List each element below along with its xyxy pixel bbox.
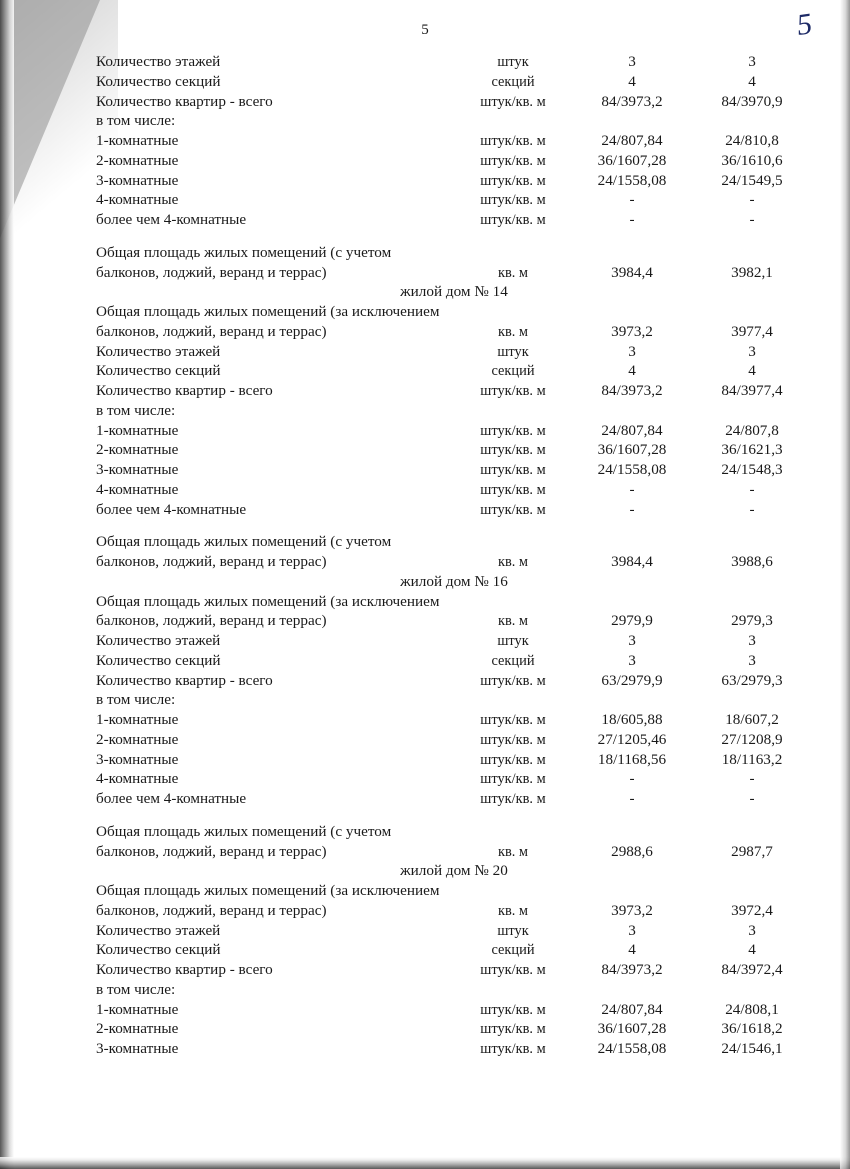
row-value-2 bbox=[692, 980, 812, 1000]
row-unit: штук/кв. м bbox=[480, 501, 546, 518]
row-unit: штук/кв. м bbox=[480, 962, 546, 979]
row-unit bbox=[454, 980, 572, 1000]
row-label: 4-комнатные bbox=[96, 480, 179, 498]
row-label: более чем 4-комнатные bbox=[96, 211, 247, 228]
row-value-2: 3 bbox=[748, 651, 756, 669]
row-value-2: 3 bbox=[748, 53, 756, 70]
row-value-2: 27/1208,9 bbox=[721, 730, 783, 748]
row-value-1: 3 bbox=[628, 651, 636, 669]
row-value-2: - bbox=[749, 770, 755, 788]
table-row bbox=[96, 401, 812, 421]
table-row bbox=[96, 730, 812, 750]
row-value-2: 36/1618,2 bbox=[721, 1020, 783, 1038]
table-row bbox=[96, 72, 812, 92]
table-row bbox=[96, 210, 812, 230]
row-label: Количество этажей bbox=[96, 921, 221, 939]
row-value-2: 3 bbox=[748, 921, 756, 939]
table-row bbox=[96, 171, 812, 191]
row-label: Общая площадь жилых помещений (с учетом балконов, лоджий, веранд и террас) bbox=[96, 243, 392, 281]
row-label: Общая площадь жилых помещений (за исключением балконов, лоджий, веранд и террас) bbox=[96, 592, 440, 630]
row-value-1: 18/605,88 bbox=[601, 711, 663, 728]
row-value-1: 24/807,84 bbox=[601, 132, 663, 149]
row-unit bbox=[454, 690, 572, 710]
row-unit: штук/кв. м bbox=[480, 93, 546, 110]
row-value-2: 36/1610,6 bbox=[721, 151, 783, 169]
row-label: 4-комнатные bbox=[96, 191, 179, 209]
row-value-1: 2979,9 bbox=[611, 612, 653, 630]
spacer-row bbox=[96, 809, 812, 822]
row-unit: штук bbox=[497, 633, 529, 650]
scan-edge-left bbox=[0, 0, 14, 1169]
row-label: Количество секций bbox=[96, 72, 221, 90]
row-value-2: 84/3972,4 bbox=[721, 961, 783, 978]
row-label: Общая площадь жилых помещений (с учетом балконов, лоджий, веранд и террас) bbox=[96, 822, 392, 860]
house-heading: жилой дом № 16 bbox=[400, 572, 508, 590]
row-unit: секций bbox=[491, 942, 535, 959]
row-value-2: 24/810,8 bbox=[725, 132, 779, 149]
row-value-1: 3973,2 bbox=[611, 901, 653, 919]
row-value-2: 3977,4 bbox=[731, 322, 773, 340]
row-unit: штук/кв. м bbox=[480, 1001, 546, 1018]
row-label: более чем 4-комнатные bbox=[96, 790, 247, 807]
row-unit: кв. м bbox=[497, 902, 529, 919]
row-label: 3-комнатные bbox=[96, 461, 179, 478]
row-label: Общая площадь жилых помещений (за исключением балконов, лоджий, веранд и террас) bbox=[96, 303, 440, 340]
row-value-1: - bbox=[629, 500, 635, 518]
row-value-1: 36/1607,28 bbox=[597, 151, 667, 169]
table-row bbox=[96, 1000, 812, 1020]
row-value-1: 36/1607,28 bbox=[597, 441, 667, 459]
handwritten-page-mark: 5 bbox=[794, 7, 815, 42]
house-heading: жилой дом № 20 bbox=[400, 862, 508, 880]
row-label: Количество квартир - всего bbox=[96, 92, 273, 110]
row-value-2: 24/807,8 bbox=[725, 421, 779, 439]
table-row bbox=[96, 1039, 812, 1059]
row-unit: штук/кв. м bbox=[480, 422, 546, 439]
row-label: Количество этажей bbox=[96, 53, 221, 70]
table-row bbox=[96, 151, 812, 171]
row-value-1: 24/807,84 bbox=[601, 421, 663, 439]
row-value-1: 2988,6 bbox=[611, 842, 653, 860]
row-label: 3-комнатные bbox=[96, 1040, 179, 1057]
table-row bbox=[96, 190, 812, 210]
table-row bbox=[96, 440, 812, 460]
row-value-1: 4 bbox=[628, 72, 636, 90]
row-value-2: 18/1163,2 bbox=[721, 750, 783, 768]
row-label: в том числе: bbox=[96, 691, 176, 709]
row-value-2: 3982,1 bbox=[731, 263, 773, 281]
table-row bbox=[96, 980, 812, 1000]
row-value-1: 4 bbox=[628, 362, 636, 380]
row-value-2: 84/3977,4 bbox=[721, 382, 783, 399]
row-value-2: 63/2979,3 bbox=[721, 671, 783, 689]
row-label: Количество секций bbox=[96, 651, 221, 669]
page-number: 5 bbox=[421, 22, 429, 38]
row-value-2: 4 bbox=[748, 72, 756, 90]
row-unit: секций bbox=[491, 73, 535, 90]
row-unit: штук/кв. м bbox=[480, 192, 546, 209]
row-unit: штук/кв. м bbox=[480, 771, 546, 788]
row-label: Общая площадь жилых помещений (с учетом балконов, лоджий, веранд и террас) bbox=[96, 533, 392, 570]
table-row bbox=[96, 532, 812, 572]
table-row bbox=[96, 111, 812, 131]
spacer-cell bbox=[96, 230, 812, 243]
table-row bbox=[96, 1019, 812, 1039]
row-value-1: 24/1558,08 bbox=[597, 171, 667, 189]
row-value-1: 4 bbox=[628, 941, 636, 959]
spacer-row bbox=[96, 230, 812, 243]
row-label: 1-комнатные bbox=[96, 711, 179, 728]
row-value-2: 4 bbox=[748, 362, 756, 380]
row-unit: штук/кв. м bbox=[480, 383, 546, 400]
table-row bbox=[96, 52, 812, 72]
spacer-cell bbox=[96, 809, 812, 822]
row-label: 2-комнатные bbox=[96, 1020, 179, 1038]
table-row bbox=[96, 92, 812, 112]
row-value-2: - bbox=[749, 790, 755, 807]
house-heading-row bbox=[96, 282, 812, 302]
row-unit: кв. м bbox=[497, 843, 529, 860]
row-value-1: 84/3973,2 bbox=[601, 961, 663, 978]
row-value-1: 36/1607,28 bbox=[597, 1020, 667, 1038]
row-value-1: 27/1205,46 bbox=[597, 730, 667, 748]
row-value-2: 3 bbox=[748, 342, 756, 360]
scan-edge-right bbox=[840, 0, 850, 1169]
row-unit bbox=[454, 111, 572, 131]
row-value-1: - bbox=[629, 191, 635, 209]
row-label: в том числе: bbox=[96, 980, 176, 998]
row-label: в том числе: bbox=[96, 112, 176, 130]
row-value-1: 84/3973,2 bbox=[601, 382, 663, 399]
row-label: Количество квартир - всего bbox=[96, 382, 273, 399]
row-value-1: 84/3973,2 bbox=[601, 92, 663, 110]
row-unit: кв. м bbox=[497, 323, 529, 340]
row-label: 1-комнатные bbox=[96, 132, 179, 149]
row-value-2: 84/3970,9 bbox=[721, 92, 783, 110]
row-unit: штук/кв. м bbox=[480, 791, 546, 808]
table-row bbox=[96, 592, 812, 632]
row-unit bbox=[454, 401, 572, 421]
row-unit: кв. м bbox=[497, 554, 529, 571]
row-unit: штук/кв. м bbox=[480, 731, 546, 748]
row-unit: штук bbox=[497, 922, 529, 939]
row-label: 3-комнатные bbox=[96, 750, 179, 768]
row-value-2: - bbox=[749, 480, 755, 498]
spacer-row bbox=[96, 519, 812, 532]
row-value-2: 24/1549,5 bbox=[721, 171, 783, 189]
row-value-2: - bbox=[749, 211, 755, 228]
row-value-1: 3973,2 bbox=[611, 322, 653, 340]
row-label: 3-комнатные bbox=[96, 171, 179, 189]
table-row bbox=[96, 651, 812, 671]
row-unit: штук/кв. м bbox=[480, 1041, 546, 1058]
row-value-2: 2987,7 bbox=[731, 842, 773, 860]
row-unit: штук/кв. м bbox=[480, 672, 546, 689]
row-value-2: 24/1546,1 bbox=[721, 1040, 783, 1057]
row-unit: секций bbox=[491, 363, 535, 380]
row-value-2: 3 bbox=[748, 632, 756, 649]
table-row bbox=[96, 500, 812, 520]
row-value-1: 3984,4 bbox=[611, 553, 653, 570]
table-row bbox=[96, 921, 812, 941]
row-value-2 bbox=[692, 690, 812, 710]
row-label: Общая площадь жилых помещений (за исключением балконов, лоджий, веранд и террас) bbox=[96, 882, 440, 919]
row-label: 2-комнатные bbox=[96, 441, 179, 459]
table-row bbox=[96, 769, 812, 789]
specifications-table bbox=[96, 52, 812, 1059]
table-row bbox=[96, 960, 812, 980]
row-label: Количество секций bbox=[96, 362, 221, 380]
row-unit: штук/кв. м bbox=[480, 751, 546, 768]
house-heading-row bbox=[96, 861, 812, 881]
table-row bbox=[96, 302, 812, 342]
row-unit: штук/кв. м bbox=[480, 212, 546, 229]
table-row bbox=[96, 381, 812, 401]
table-row bbox=[96, 789, 812, 809]
row-value-2 bbox=[692, 401, 812, 421]
row-unit: штук/кв. м bbox=[480, 462, 546, 479]
document-body bbox=[96, 52, 812, 1059]
row-value-2: 3972,4 bbox=[731, 901, 773, 919]
row-value-2: 24/1548,3 bbox=[721, 461, 783, 478]
row-label: Количество этажей bbox=[96, 342, 221, 360]
house-heading: жилой дом № 14 bbox=[400, 283, 508, 301]
row-value-2: 24/808,1 bbox=[725, 1000, 779, 1018]
house-heading-row bbox=[96, 572, 812, 592]
table-row bbox=[96, 342, 812, 362]
row-value-1: 3 bbox=[628, 921, 636, 939]
row-value-1: - bbox=[629, 770, 635, 788]
table-row bbox=[96, 421, 812, 441]
row-label: Количество этажей bbox=[96, 632, 221, 649]
table-row bbox=[96, 131, 812, 151]
row-value-2: 3988,6 bbox=[731, 553, 773, 570]
table-row bbox=[96, 710, 812, 730]
row-label: 1-комнатные bbox=[96, 1000, 179, 1018]
row-value-1: 24/807,84 bbox=[601, 1000, 663, 1018]
row-value-1 bbox=[572, 401, 692, 421]
row-label: 1-комнатные bbox=[96, 421, 179, 439]
row-value-1: 3 bbox=[628, 632, 636, 649]
row-unit: штук bbox=[497, 54, 529, 71]
spacer-cell bbox=[96, 519, 812, 532]
row-value-1: - bbox=[629, 480, 635, 498]
row-value-2: 36/1621,3 bbox=[721, 441, 783, 459]
table-row bbox=[96, 460, 812, 480]
table-row bbox=[96, 881, 812, 921]
table-row bbox=[96, 690, 812, 710]
scan-edge-bottom bbox=[0, 1157, 850, 1169]
row-value-2: - bbox=[749, 191, 755, 209]
table-row bbox=[96, 822, 812, 862]
row-unit: штук/кв. м bbox=[480, 1021, 546, 1038]
row-value-2: 2979,3 bbox=[731, 612, 773, 630]
row-unit: штук/кв. м bbox=[480, 712, 546, 729]
row-unit: кв. м bbox=[497, 264, 529, 281]
row-value-1: 3984,4 bbox=[611, 263, 653, 281]
table-row bbox=[96, 480, 812, 500]
table-row bbox=[96, 243, 812, 283]
table-row bbox=[96, 361, 812, 381]
row-value-1: 3 bbox=[628, 53, 636, 70]
row-value-1: - bbox=[629, 790, 635, 807]
table-row bbox=[96, 940, 812, 960]
row-unit: штук/кв. м bbox=[480, 172, 546, 189]
row-label: 2-комнатные bbox=[96, 730, 179, 748]
row-label: 2-комнатные bbox=[96, 151, 179, 169]
table-row bbox=[96, 671, 812, 691]
row-label: Количество квартир - всего bbox=[96, 961, 273, 978]
row-value-1: 3 bbox=[628, 342, 636, 360]
row-value-1: 63/2979,9 bbox=[601, 671, 663, 689]
row-unit: кв. м bbox=[497, 613, 529, 630]
row-unit: штук/кв. м bbox=[480, 152, 546, 169]
row-value-1: 24/1558,08 bbox=[597, 461, 667, 478]
row-label: Количество квартир - всего bbox=[96, 671, 273, 689]
row-value-1: - bbox=[629, 211, 635, 228]
row-value-2: 18/607,2 bbox=[725, 711, 779, 728]
row-value-1 bbox=[572, 111, 692, 131]
row-value-2: - bbox=[749, 500, 755, 518]
row-value-1 bbox=[572, 690, 692, 710]
row-label: в том числе: bbox=[96, 401, 176, 419]
row-unit: штук/кв. м bbox=[480, 442, 546, 459]
table-row bbox=[96, 750, 812, 770]
row-value-1: 24/1558,08 bbox=[597, 1040, 667, 1057]
row-value-2 bbox=[692, 111, 812, 131]
row-label: более чем 4-комнатные bbox=[96, 500, 247, 518]
table-row bbox=[96, 631, 812, 651]
row-value-1: 18/1168,56 bbox=[597, 750, 667, 768]
row-unit: штук/кв. м bbox=[480, 133, 546, 150]
row-unit: штук bbox=[497, 343, 529, 360]
row-value-1 bbox=[572, 980, 692, 1000]
row-unit: секций bbox=[491, 652, 535, 669]
row-value-2: 4 bbox=[748, 941, 756, 959]
row-label: Количество секций bbox=[96, 941, 221, 959]
row-label: 4-комнатные bbox=[96, 770, 179, 788]
row-unit: штук/кв. м bbox=[480, 481, 546, 498]
